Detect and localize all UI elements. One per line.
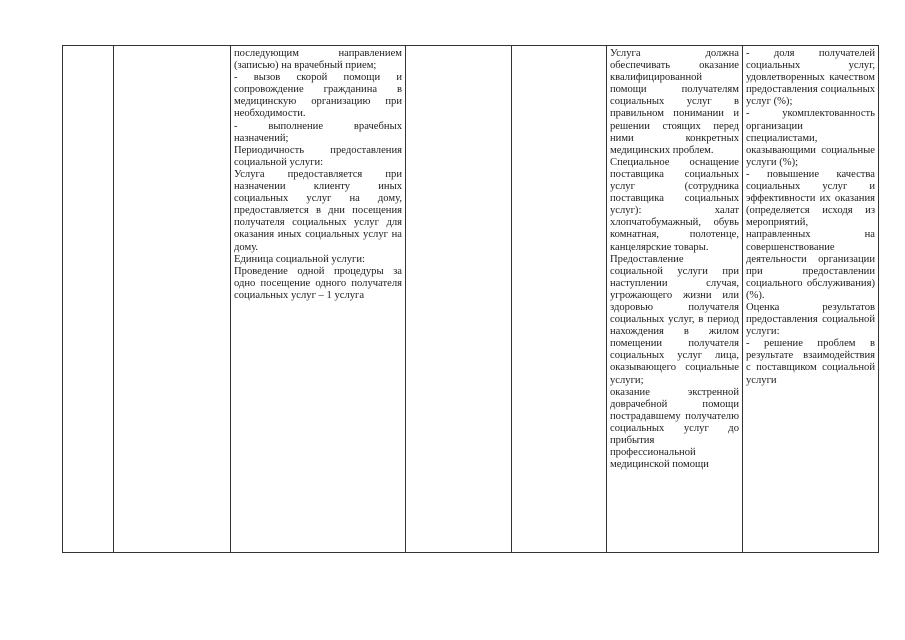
text-paragraph: - вызов скорой помощи и сопровождение гражданина в медицинскую организацию при необходимости. bbox=[234, 72, 402, 120]
text-paragraph: последующим направлением (записью) на врачебный прием; bbox=[234, 48, 402, 72]
text-paragraph: Предоставление социальной услуги при наступлении случая, угрожающего жизни или здоровью получателя социальных услуг, в период нахождения в жилом помещении получателя социальных услуг лица, оказывающего социальные услуги; bbox=[610, 253, 739, 386]
text-paragraph: Специальное оснащение поставщика социальных услуг (сотрудника поставщика социальных услуг): халат хлопчатобумажный, обувь комнатная, полотенце, канцелярские товары. bbox=[610, 156, 739, 253]
text-paragraph: - доля получателей социальных услуг, удовлетворенных качеством предоставления социальных услуг (%); bbox=[746, 48, 875, 108]
cell-service-name bbox=[114, 46, 231, 553]
text-paragraph: Периодичность предоставления социальной услуги: bbox=[234, 144, 402, 168]
text-paragraph: - укомплектованность организации специалистами, оказывающими социальные услуги (%); bbox=[746, 108, 875, 168]
text-paragraph: Единица социальной услуги: bbox=[234, 253, 365, 265]
cell-conditions bbox=[607, 46, 743, 553]
table-row bbox=[63, 46, 879, 553]
cell-norm bbox=[512, 46, 607, 553]
text-paragraph: Услуга предоставляется при назначении клиенту иных социальных услуг на дому, предоставляется в дни посещения получателя социальных услуг для оказания иных социальных услуг на дому. bbox=[234, 168, 402, 253]
text-paragraph: оказание экстренной доврачебной помощи пострадавшему получателю социальных услуг до прибытия профессиональной медицинской помощи bbox=[610, 386, 739, 471]
text-paragraph: - повышение качества социальных услуг и эффективности их оказания (определяется исходя из мероприятий, направленных на совершенствование деятельности организации при предоставлении социального обслуживания) (%). bbox=[746, 168, 875, 301]
text-paragraph: Услуга должна обеспечивать оказание квалифицированной помощи получателям социальных услуг в правильном понимании и решении стоящих перед ними конкретных медицинских проблем. bbox=[610, 48, 739, 156]
text-paragraph: - решение проблем в результате взаимодействия с поставщиком социальной услуги bbox=[746, 338, 875, 386]
text-paragraph: Проведение одной процедуры за одно посещение одного получателя социальных услуг – 1 услуга bbox=[234, 265, 402, 301]
text-paragraph: Оценка результатов предоставления социальной услуги: bbox=[746, 301, 875, 338]
services-table bbox=[62, 45, 879, 553]
cell-service-description bbox=[231, 46, 406, 553]
cell-deadline bbox=[406, 46, 512, 553]
cell-number bbox=[63, 46, 114, 553]
text-paragraph: - выполнение врачебных назначений; bbox=[234, 120, 402, 144]
cell-quality-indicators bbox=[743, 46, 879, 553]
